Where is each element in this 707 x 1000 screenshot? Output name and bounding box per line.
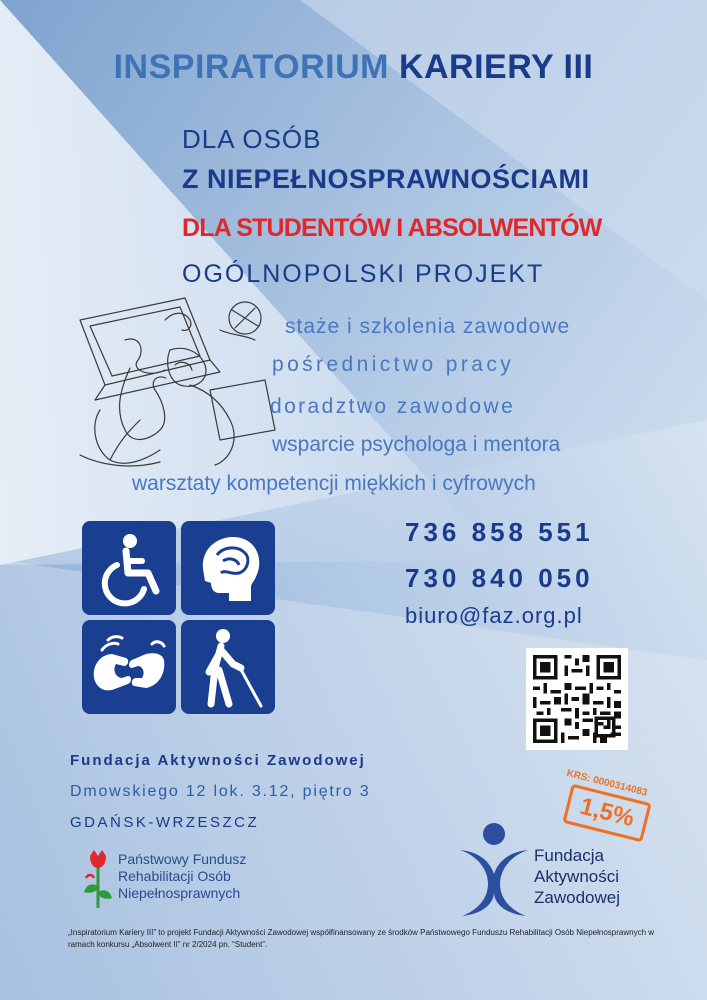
tax-percent-badge: 1,5% — [562, 784, 651, 843]
blind-person-icon — [181, 620, 275, 714]
page-title — [0, 48, 707, 87]
pfron-line-3: Niepełnosprawnych — [118, 885, 241, 901]
organization-city: GDAŃSK-WRZESZCZ — [70, 814, 260, 831]
audience-line-3: DLA STUDENTÓW I ABSOLWENTÓW — [182, 214, 602, 242]
service-job-placement: pośrednictwo pracy — [272, 353, 515, 376]
funding-footnote: „Inspiratorium Kariery III” to projekt Fundacji Aktywności Zawodowej współfinansowany ze środków Państwowego Funduszu Rehabilitacji Osób Niepełnosprawnych w ramach konkursu „Absolwent II” nr 2/2024 pn. “Student”. — [68, 928, 655, 949]
audience-line-1: DLA OSÓB — [182, 124, 322, 154]
brain-icon — [181, 521, 275, 615]
service-workshops: warsztaty kompetencji miękkich i cyfrowych — [132, 472, 536, 495]
phone-number-1[interactable]: 736 858 551 — [405, 517, 594, 547]
organization-name: Fundacja Aktywności Zawodowej — [70, 752, 366, 769]
wheelchair-icon — [82, 521, 176, 615]
project-scope: OGÓLNOPOLSKI PROJEKT — [182, 260, 545, 288]
laptop-illustration — [70, 290, 280, 480]
pfron-logo-text — [118, 851, 246, 902]
service-career-counseling: doradztwo zawodowe — [270, 395, 516, 418]
service-psychologist-support: wsparcie psychologa i mentora — [272, 433, 561, 456]
pfron-flower-icon — [82, 848, 114, 912]
faz-line-1: Fundacja — [534, 846, 604, 865]
title-part-1: INSPIRATORIUM — [113, 48, 389, 86]
faz-logo-text — [534, 845, 620, 908]
qr-code[interactable] — [526, 648, 628, 750]
audience-line-2: Z NIEPEŁNOSPRAWNOŚCIAMI — [182, 164, 590, 194]
faz-logo-icon — [458, 822, 530, 918]
service-internships: staże i szkolenia zawodowe — [285, 315, 571, 338]
faz-line-2: Aktywności — [534, 867, 620, 886]
pfron-line-2: Rehabilitacji Osób — [118, 868, 231, 884]
pfron-line-1: Państwowy Fundusz — [118, 851, 247, 867]
sign-language-icon — [82, 620, 176, 714]
faz-line-3: Zawodowej — [534, 888, 620, 907]
title-part-2: KARIERY III — [398, 48, 594, 86]
krs-number: KRS: 0000314083 — [565, 768, 649, 799]
email-link[interactable]: biuro@faz.org.pl — [405, 603, 583, 628]
organization-address: Dmowskiego 12 lok. 3.12, piętro 3 — [70, 783, 371, 800]
phone-number-2[interactable]: 730 840 050 — [405, 563, 594, 593]
